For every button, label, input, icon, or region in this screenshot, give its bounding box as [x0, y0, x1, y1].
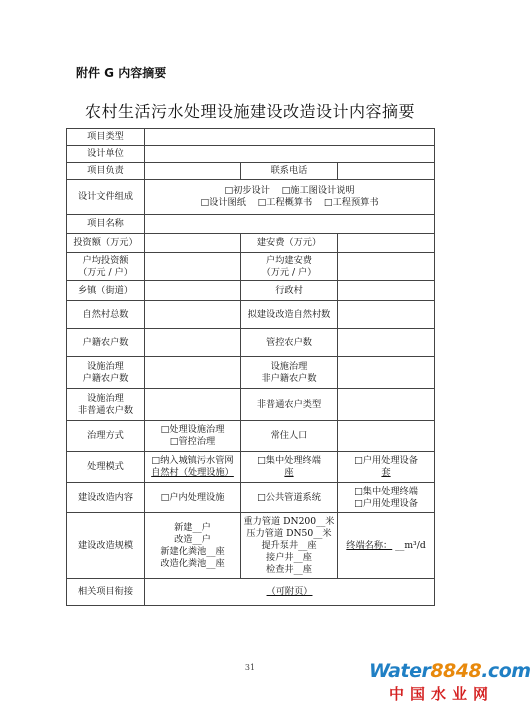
treated-nonordinary-field[interactable]: [145, 389, 241, 421]
per-household-investment-label: 户均投资额 （万元 / 户）: [67, 253, 145, 281]
table-row: [67, 301, 435, 329]
checkbox-construction-drawing-notes[interactable]: □施工图设计说明: [281, 185, 355, 196]
table-row: [67, 513, 435, 579]
table-row: [67, 281, 435, 301]
investment-field[interactable]: [145, 234, 241, 253]
checkbox-budget-book[interactable]: □工程预算书: [323, 197, 379, 208]
table-row: [67, 389, 435, 421]
admin-village-field[interactable]: [338, 281, 435, 301]
scale-households: 新建__户 改造__户 新建化粪池__座 改造化粪池__座: [145, 513, 241, 579]
planned-villages-label: 拟建设改造自然村数: [241, 301, 338, 329]
treated-nonregistered-field[interactable]: [338, 357, 435, 389]
nonordinary-type-field[interactable]: [338, 389, 435, 421]
checkbox-budget-estimate[interactable]: □工程概算书: [257, 197, 313, 208]
design-docs-label: 设计文件组成: [67, 180, 145, 215]
watermark-logo: Water8848.com 中国水业网: [369, 660, 531, 703]
content-options-terminal: [338, 483, 435, 513]
project-lead-label: 项目负责: [67, 163, 145, 180]
construction-cost-label: 建安费（万元）: [241, 234, 338, 253]
design-unit-field[interactable]: [145, 146, 435, 163]
design-docs-options: [145, 180, 435, 215]
checkbox-public-pipes[interactable]: □公共管道系统: [241, 483, 338, 513]
scale-label: 建设改造规模: [67, 513, 145, 579]
admin-village-label: 行政村: [241, 281, 338, 301]
mode-option-household-device[interactable]: □户用处理设备 套: [338, 452, 435, 483]
table-row: [67, 421, 435, 452]
table-row: [67, 129, 435, 146]
treated-nonregistered-label: 设施治理 非户籍农户数: [241, 357, 338, 389]
table-row: [67, 253, 435, 281]
per-household-construction-label: 户均建安费 （万元 / 户）: [241, 253, 338, 281]
terminal-capacity[interactable]: __m³/d: [395, 539, 426, 551]
nonordinary-type-label: 非普通农户类型: [241, 389, 338, 421]
project-name-label: 项目名称: [67, 215, 145, 234]
terminal-name-label: 终端名称：: [346, 539, 393, 551]
contact-phone-field[interactable]: [338, 163, 435, 180]
registered-households-label: 户籍农户数: [67, 329, 145, 357]
planned-villages-field[interactable]: [338, 301, 435, 329]
treated-registered-label: 设施治理 户籍农户数: [67, 357, 145, 389]
project-type-label: 项目类型: [67, 129, 145, 146]
table-row: [67, 146, 435, 163]
township-label: 乡镇（街道）: [67, 281, 145, 301]
table-row: [67, 180, 435, 215]
checkbox-preliminary-design[interactable]: □初步设计: [224, 185, 270, 196]
per-household-investment-field[interactable]: [145, 253, 241, 281]
investment-label: 投资额（万元）: [67, 234, 145, 253]
table-row: [67, 579, 435, 606]
scale-terminal: [338, 513, 435, 579]
township-field[interactable]: [145, 281, 241, 301]
attachments-field[interactable]: （可附页）: [145, 579, 435, 606]
checkbox-facility-treatment[interactable]: □处理设施治理: [160, 424, 225, 435]
content-label: 建设改造内容: [67, 483, 145, 513]
scale-pipes: 重力管道 DN200__米 压力管道 DN50__米 提升泵井__座 接户井__座 检查井__座: [241, 513, 338, 579]
summary-form-table: [66, 128, 435, 606]
checkbox-indoor-facility[interactable]: □户内处理设施: [145, 483, 241, 513]
mode-label: 处理模式: [67, 452, 145, 483]
table-row: [67, 234, 435, 253]
natural-villages-field[interactable]: [145, 301, 241, 329]
checkbox-managed-treatment[interactable]: □管控治理: [169, 436, 216, 447]
treated-registered-field[interactable]: [145, 357, 241, 389]
table-row: [67, 452, 435, 483]
table-row: [67, 483, 435, 513]
registered-households-field[interactable]: [145, 329, 241, 357]
table-row: [67, 357, 435, 389]
method-label: 治理方式: [67, 421, 145, 452]
resident-population-label: 常住人口: [241, 421, 338, 452]
page-number: 31: [244, 663, 256, 672]
mode-option-central-terminal[interactable]: □集中处理终端 座: [241, 452, 338, 483]
method-options: [145, 421, 241, 452]
checkbox-household-device[interactable]: □户用处理设备: [354, 497, 418, 509]
table-row: [67, 329, 435, 357]
table-row: [67, 215, 435, 234]
table-row: [67, 163, 435, 180]
appendix-heading: 附件 G 内容摘要: [76, 66, 167, 80]
per-household-construction-field[interactable]: [338, 253, 435, 281]
construction-cost-field[interactable]: [338, 234, 435, 253]
project-name-field[interactable]: [145, 215, 435, 234]
natural-villages-label: 自然村总数: [67, 301, 145, 329]
project-lead-field[interactable]: [145, 163, 241, 180]
mode-option-urban-network[interactable]: □纳入城镇污水管网 自然村（处理设施）: [145, 452, 241, 483]
design-unit-label: 设计单位: [67, 146, 145, 163]
resident-population-field[interactable]: [338, 421, 435, 452]
project-type-field[interactable]: [145, 129, 435, 146]
managed-households-field[interactable]: [338, 329, 435, 357]
contact-phone-label: 联系电话: [241, 163, 338, 180]
attachments-label: 相关项目衔接: [67, 579, 145, 606]
treated-nonordinary-label: 设施治理 非普通农户数: [67, 389, 145, 421]
checkbox-central-terminal[interactable]: □集中处理终端: [354, 485, 418, 497]
checkbox-design-drawings[interactable]: □设计图纸: [200, 197, 246, 208]
managed-households-label: 管控农户数: [241, 329, 338, 357]
document-title: 农村生活污水处理设施建设改造设计内容摘要: [84, 102, 415, 121]
